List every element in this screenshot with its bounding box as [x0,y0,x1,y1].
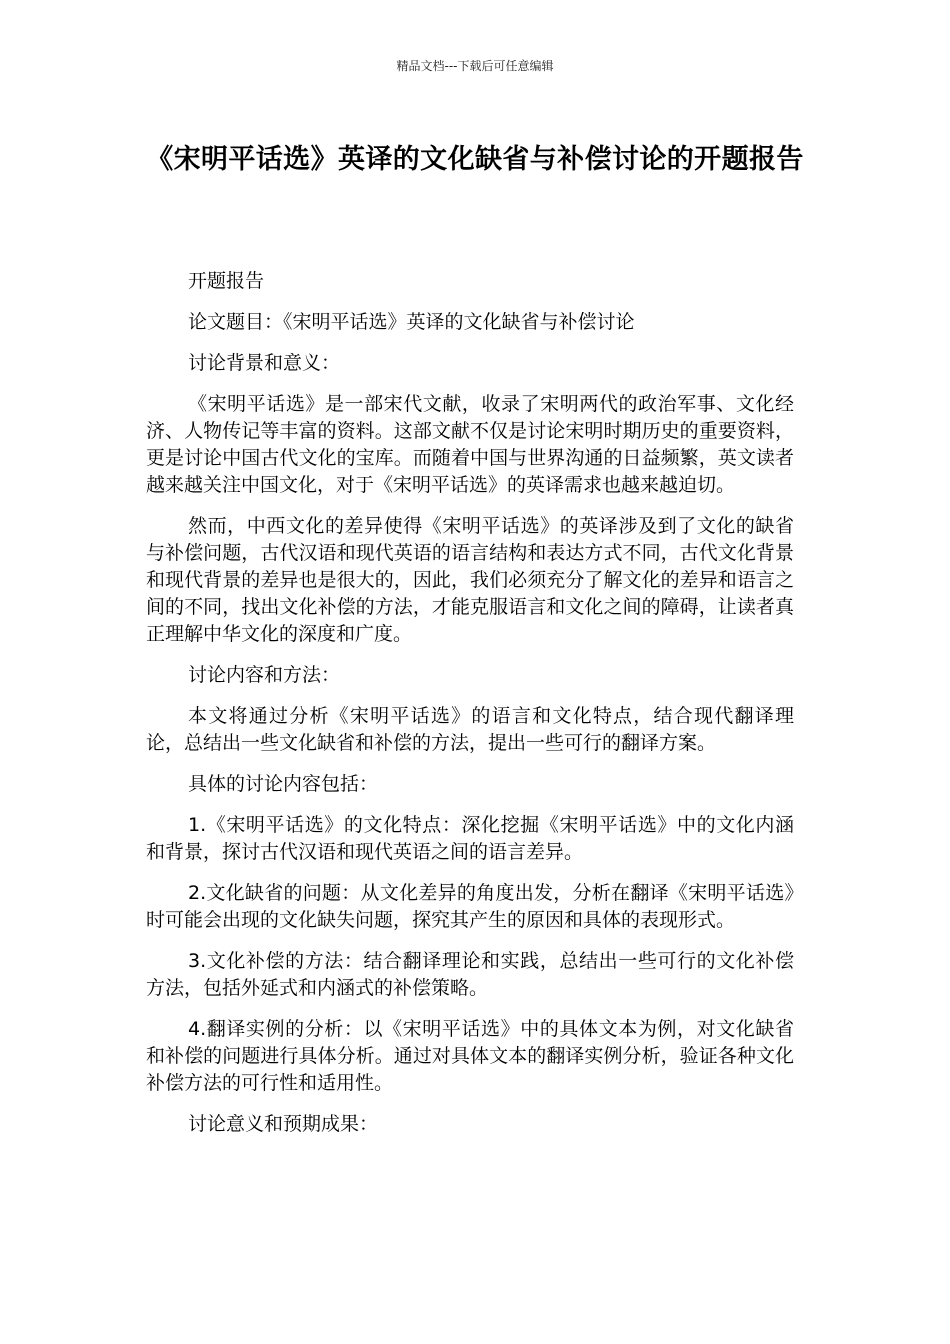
heading-background-significance: 讨论背景和意义： [188,352,341,374]
paragraph-methods: 本文将通过分析《宋明平话选》的语言和文化特点，结合现代翻译理论，总结出一些文化缺省和补偿的方法，提出一些可行的翻译方案。 [146,705,794,754]
heading-content-methods: 讨论内容和方法： [188,664,341,686]
list-item-2: 2.文化缺省的问题：从文化差异的角度出发，分析在翻译《宋明平话选》时可能会出现的文化缺失问题，探究其产生的原因和具体的表现形式。 [146,882,794,931]
heading-specific-content: 具体的讨论内容包括： [188,773,379,795]
thesis-topic-line: 论文题目：《宋明平话选》英译的文化缺省与补偿讨论 [188,311,635,333]
list-item-3: 3.文化补偿的方法：结合翻译理论和实践，总结出一些可行的文化补偿方法，包括外延式和内涵式的补偿策略。 [146,950,794,999]
list-item-1: 1.《宋明平话选》的文化特点：深化挖掘《宋明平话选》中的文化内涵和背景，探讨古代汉语和现代英语之间的语言差异。 [146,814,794,863]
document-body [146,268,794,1152]
list-item-4: 4.翻译实例的分析：以《宋明平话选》中的具体文本为例，对文化缺省和补偿的问题进行具体分析。通过对具体文本的翻译实例分析，验证各种文化补偿方法的可行性和适用性。 [146,1018,794,1094]
section-label-report: 开题报告 [188,270,265,292]
document-title: 《宋明平话选》英译的文化缺省与补偿讨论的开题报告 [146,144,804,175]
paragraph-background-2: 然而，中西文化的差异使得《宋明平话选》的英译涉及到了文化的缺省与补偿问题，古代汉语和现代英语的语言结构和表达方式不同，古代文化背景和现代背景的差异也是很大的，因此，我们必须充分了解文化的差异和语言之间的不同，找出文化补偿的方法，才能克服语言和文化之间的障碍，让读者真正理解中华文化的深度和广度。 [146,515,794,645]
page-header-note: 精品文档---下载后可任意编辑 [396,59,554,73]
paragraph-background-1: 《宋明平话选》是一部宋代文献，收录了宋明两代的政治军事、文化经济、人物传记等丰富的资料。这部文献不仅是讨论宋明时期历史的重要资料，更是讨论中国古代文化的宝库。而随着中国与世界沟通的日益频繁，英文读者越来越关注中国文化，对于《宋明平话选》的英译需求也越来越迫切。 [146,393,794,496]
heading-significance-outcomes: 讨论意义和预期成果： [188,1113,379,1135]
